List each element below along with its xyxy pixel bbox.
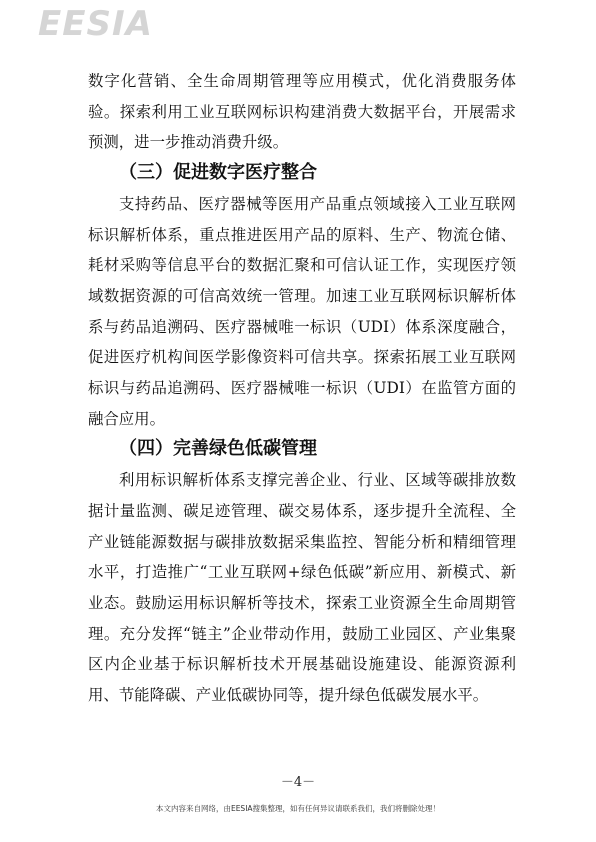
section-3-paragraph: 支持药品、医疗器械等医用产品重点领域接入工业互联网标识解析体系，重点推进医用产品的原料、生产、物流仓储、耗材采购等信息平台的数据汇聚和可信认证工作，实现医疗领域数据资源的可信高效统一管理。加速工业互联网标识解析体系与药品追溯码、医疗器械唯一标识（UDI）体系深度融合，促进医疗机构间医学影像资料可信共享。探索拓展工业互联网标识与药品追溯码、医疗器械唯一标识（UDI）在监管方面的融合应用。 — [88, 194, 516, 428]
paragraph-intro: 数字化营销、全生命周期管理等应用模式，优化消费服务体验。探索利用工业互联网标识构建消费大数据平台，开展需求预测，进一步推动消费升级。 — [88, 72, 516, 152]
section-3-heading: （三）促进数字医疗整合 — [119, 162, 317, 184]
document-body — [88, 66, 516, 711]
section-4-heading: （四）完善绿色低碳管理 — [119, 438, 317, 460]
eesia-watermark-logo: EESIA — [38, 4, 153, 44]
section-4-paragraph: 利用标识解析体系支撑完善企业、行业、区域等碳排放数据计量监测、碳足迹管理、碳交易体系，逐步提升全流程、全产业链能源数据与碳排放数据采集监控、智能分析和精细管理水平，打造推广“工业互联网+绿色低碳”新应用、新模式、新业态。鼓励运用标识解析等技术，探索工业资源全生命周期管理。充分发挥“链主”企业带动作用，鼓励工业园区、产业集聚区内企业基于标识解析技术开展基础设施建设、能源资源利用、节能降碳、产业低碳协同等，提升绿色低碳发展水平。 — [88, 471, 516, 705]
footer-disclaimer: 本文内容来自网络，由EESIA搜集整理，如有任何异议请联系我们，我们将删除处理！ — [155, 804, 441, 813]
page-number: －4－ — [280, 775, 316, 790]
